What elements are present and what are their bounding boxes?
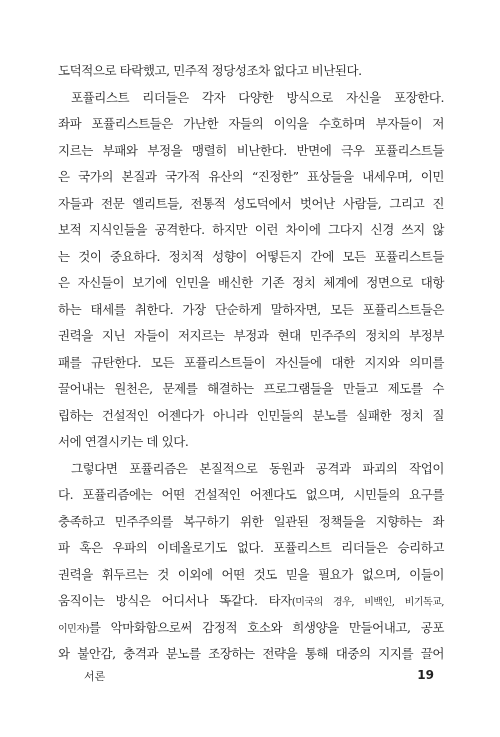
text-line: 도덕적으로 타락했고, 민주적 정당성조차 없다고 비난된다. bbox=[58, 63, 362, 78]
text-line-with-note bbox=[58, 588, 444, 615]
line-text: 를 악마화함으로써 감정적 호소와 희생양을 만들어내고, 공포 bbox=[88, 619, 444, 635]
paragraph bbox=[58, 456, 444, 668]
text-line: 패를 규탄한다. 모든 포퓰리스트들이 자신들에 대한 지지와 의미를 bbox=[58, 354, 444, 370]
text-line: 와 불안감, 충격과 분노를 조장하는 전략을 통해 대중의 지지를 끌어 bbox=[58, 646, 444, 661]
text-line: 그렇다면 포퓰리즘은 본질적으로 동원과 공격과 파괴의 작업이 bbox=[71, 460, 444, 476]
text-line: 권력을 지닌 자들이 저지르는 부정과 현대 민주주의 정치의 부정부 bbox=[58, 328, 444, 343]
running-footer-title: 서론 bbox=[84, 670, 106, 683]
text-line: 하는 태세를 취한다. 가장 단순하게 말하자면, 모든 포퓰리스트들은 bbox=[58, 301, 444, 317]
text-line: 자들과 전문 엘리트들, 전통적 성도덕에서 벗어난 사람들, 그리고 진 bbox=[58, 195, 444, 211]
text-line: 권력을 휘두르는 것 이외에 어떤 것도 믿을 필요가 없으며, 이들이 bbox=[58, 566, 444, 582]
page-body bbox=[58, 58, 444, 668]
text-line: 다. 포퓰리즘에는 어떤 건설적인 어젠다도 없으며, 시민들의 요구를 bbox=[58, 487, 444, 502]
paragraph bbox=[58, 58, 444, 85]
text-line: 끌어내는 원천은, 문제를 해결하는 프로그램들을 만들고 제도를 수 bbox=[58, 381, 444, 396]
parenthetical-note: (미국의 경우, 비백인, 비기독교, bbox=[291, 597, 444, 608]
text-line: 좌파 포퓰리스트들은 가난한 자들의 이익을 수호하며 부자들이 저 bbox=[58, 116, 444, 131]
text-line: 지르는 부패와 부정을 맹렬히 비난한다. 반면에 극우 포퓰리스트들 bbox=[58, 142, 444, 158]
text-line: 충족하고 민주주의를 복구하기 위한 일관된 정책들을 지향하는 좌 bbox=[58, 513, 444, 529]
parenthetical-note: 이민자) bbox=[58, 623, 89, 635]
line-text: 움직이는 방식은 어디서나 똑같다. 타자 bbox=[58, 593, 292, 608]
text-line: 은 국가의 본질과 국가적 유산의 “진정한” 표상들을 내세우며, 이민 bbox=[58, 169, 444, 184]
text-line: 서에 연결시키는 데 있다. bbox=[58, 434, 189, 449]
page-number: 19 bbox=[417, 668, 434, 682]
text-line: 보적 지식인들을 공격한다. 하지만 이런 차이에 그다지 신경 쓰지 않 bbox=[58, 222, 444, 237]
text-line-with-note bbox=[58, 615, 444, 642]
text-line: 는 것이 중요하다. 정치적 성향이 어떻든지 간에 모든 포퓰리스트들 bbox=[58, 248, 444, 264]
text-line: 립하는 건설적인 어젠다가 아니라 인민들의 분노를 실패한 정치 질 bbox=[58, 407, 444, 423]
text-line: 은 자신들이 보기에 인민을 배신한 기존 정치 체계에 정면으로 대항 bbox=[58, 275, 444, 290]
text-line: 포퓰리스트 리더들은 각자 다양한 방식으로 자신을 포장한다. bbox=[71, 89, 444, 105]
text-line: 파 혹은 우파의 이데올로기도 없다. 포퓰리스트 리더들은 승리하고 bbox=[58, 540, 444, 555]
paragraph bbox=[58, 85, 444, 456]
